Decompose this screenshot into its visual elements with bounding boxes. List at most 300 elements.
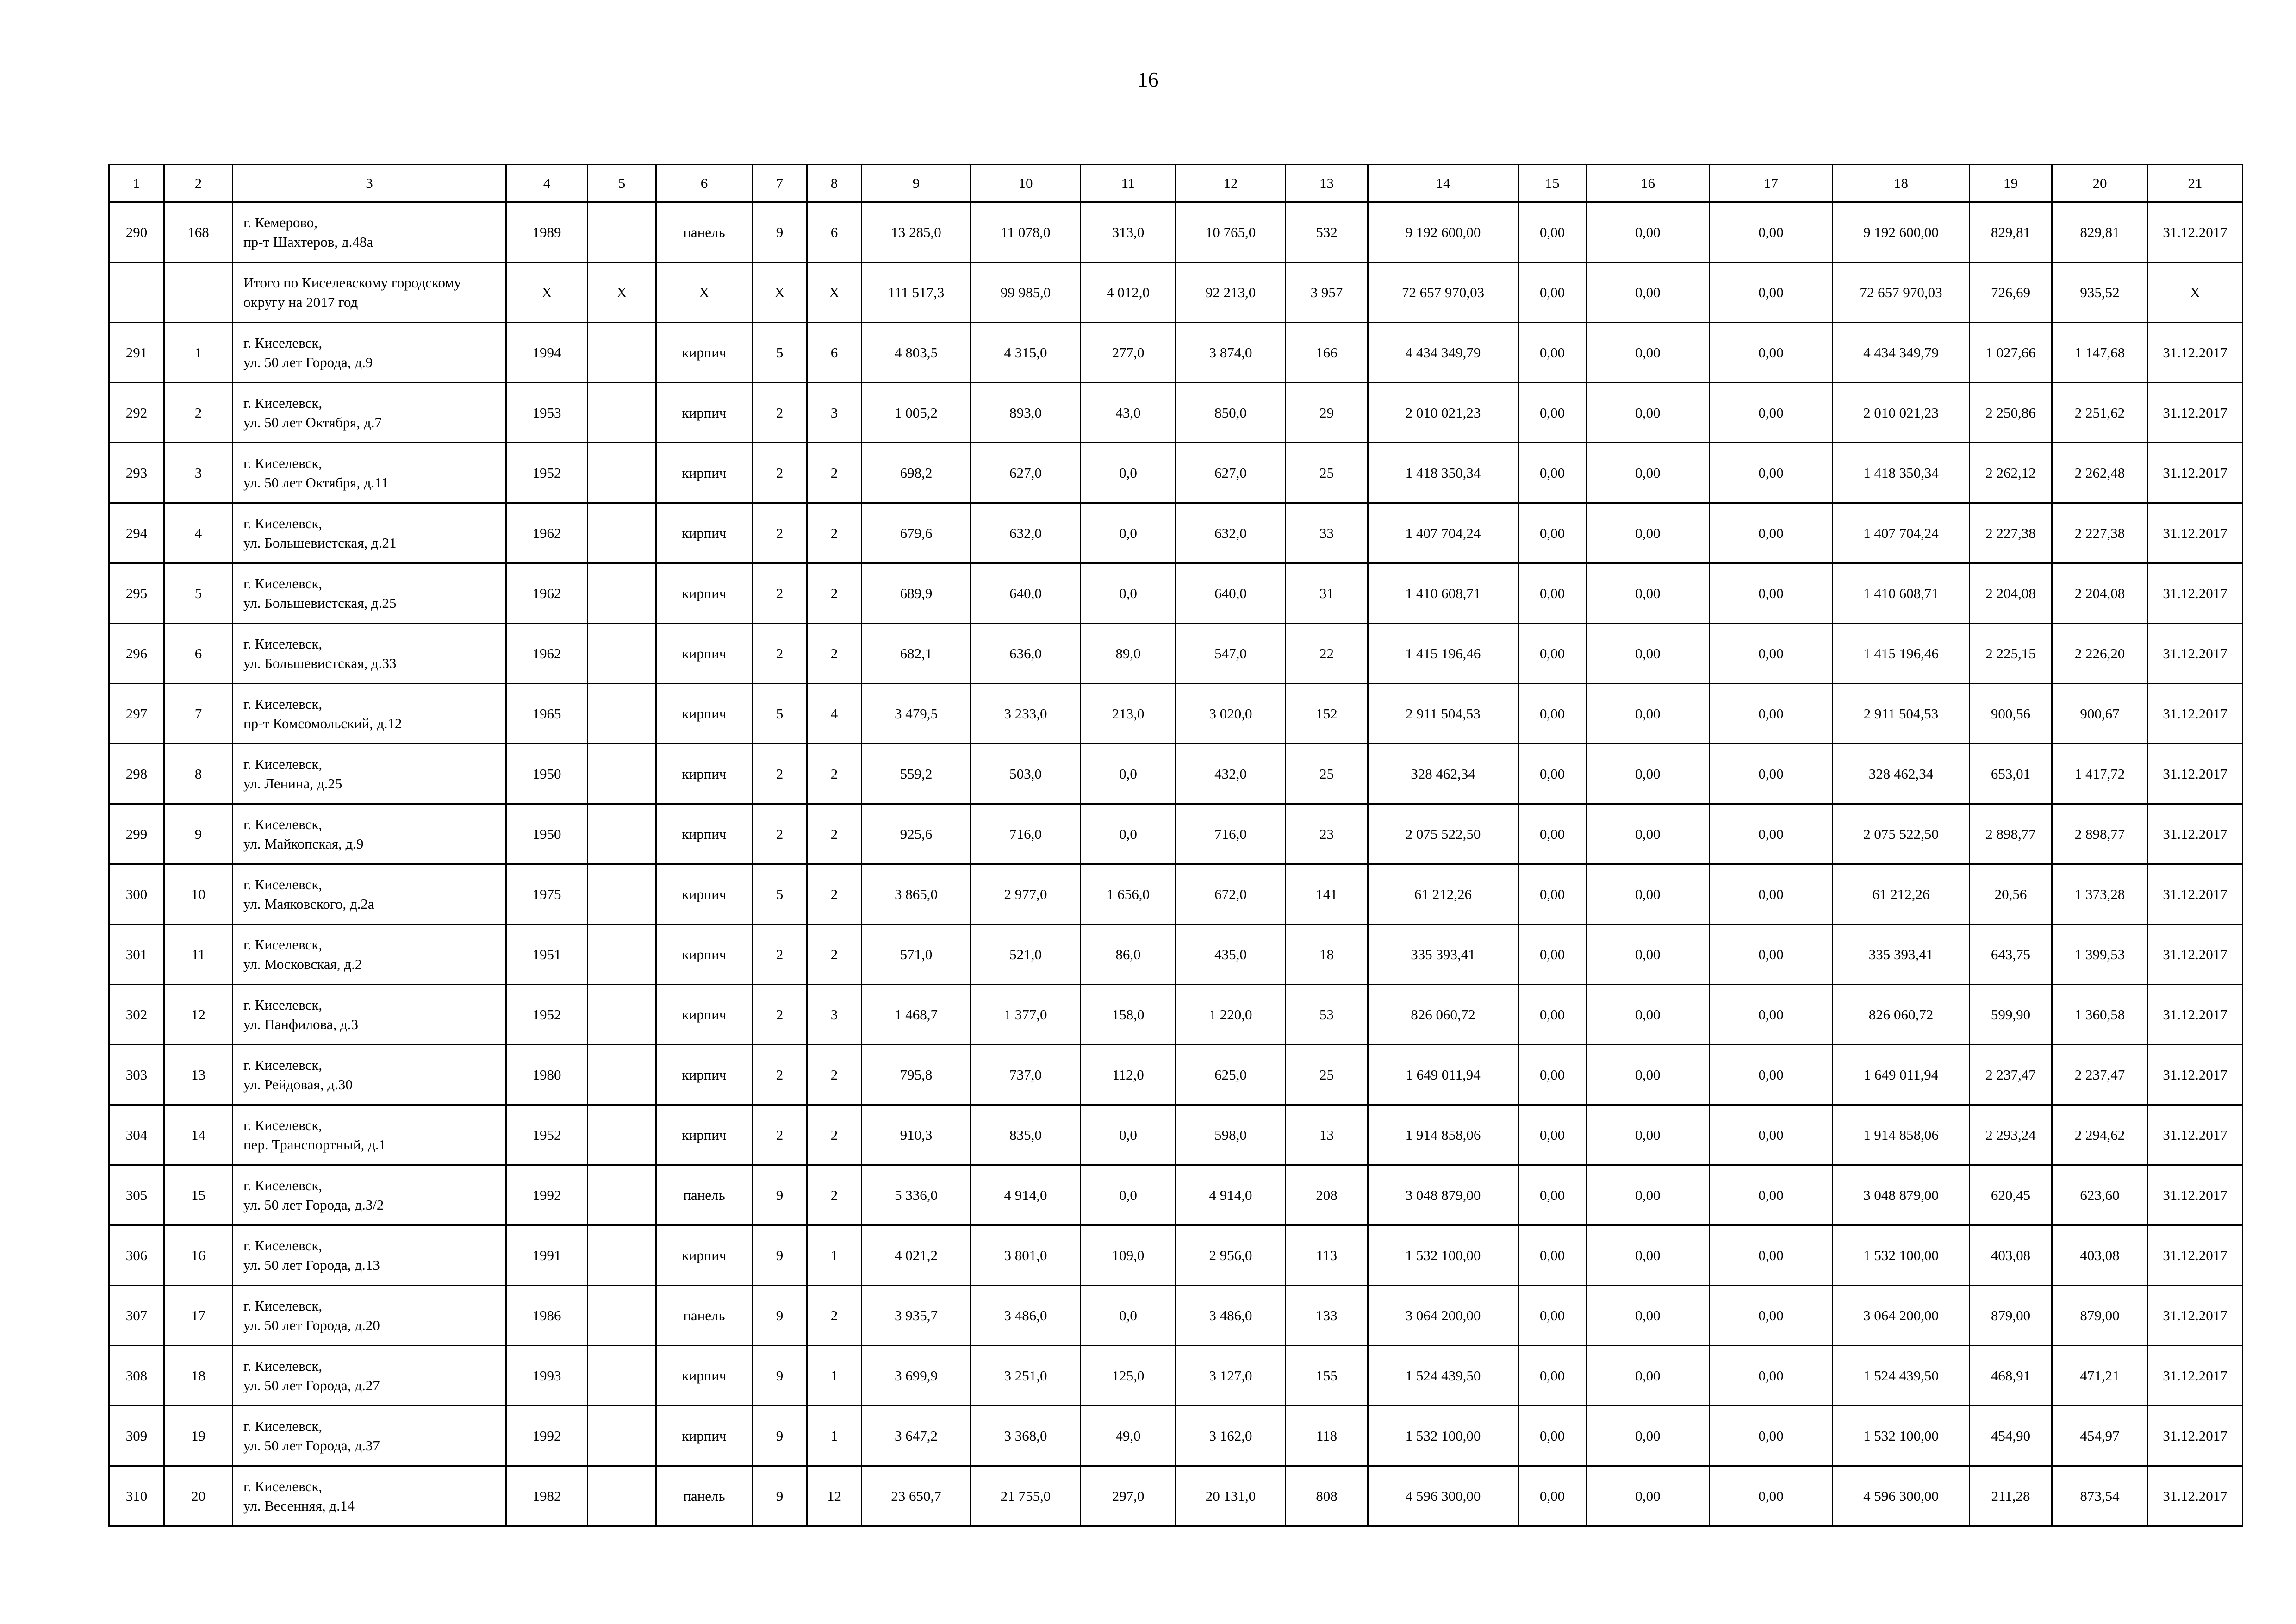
table-row (109, 323, 2243, 383)
table-cell: 1975 (506, 864, 588, 924)
table-cell: 290 (109, 202, 164, 262)
table-cell: 25 (1286, 744, 1368, 804)
table-cell: 31.12.2017 (2148, 744, 2243, 804)
table-cell (588, 383, 656, 443)
table-cell: 31.12.2017 (2148, 1105, 2243, 1165)
table-cell (588, 202, 656, 262)
table-cell: 627,0 (1176, 443, 1286, 503)
table-cell: 2 293,24 (1970, 1105, 2052, 1165)
table-cell: 9 192 600,00 (1368, 202, 1518, 262)
address-line: г. Киселевск, (243, 575, 323, 592)
table-row (109, 924, 2243, 985)
table-cell: 2 (753, 563, 807, 624)
table-cell: 2 (807, 1105, 862, 1165)
table-cell: 3 801,0 (971, 1225, 1081, 1286)
table-cell: 2 (753, 383, 807, 443)
table-cell: 0,00 (1518, 1466, 1587, 1526)
table-cell (588, 744, 656, 804)
table-row (109, 202, 2243, 262)
table-cell: 21 755,0 (971, 1466, 1081, 1526)
address-line: ул. Большевистская, д.25 (243, 594, 397, 611)
table-cell: 25 (1286, 443, 1368, 503)
table-cell: 125,0 (1081, 1346, 1176, 1406)
table-cell: 61 212,26 (1833, 864, 1970, 924)
table-cell: 632,0 (1176, 503, 1286, 563)
table-cell: 29 (1286, 383, 1368, 443)
table-cell: 292 (109, 383, 164, 443)
table-row (109, 503, 2243, 563)
address-line: ул. Московская, д.2 (243, 956, 362, 972)
address-cell (233, 1045, 506, 1105)
table-cell: 2 227,38 (1970, 503, 2052, 563)
table-cell: 3 127,0 (1176, 1346, 1286, 1406)
table-cell: 296 (109, 624, 164, 684)
table-cell: 0,00 (1710, 744, 1833, 804)
address-line: пер. Транспортный, д.1 (243, 1136, 386, 1153)
column-number-cell: 15 (1518, 165, 1587, 202)
table-cell: 301 (109, 924, 164, 985)
table-cell: 3 486,0 (1176, 1286, 1286, 1346)
table-cell: 133 (1286, 1286, 1368, 1346)
table-cell: 9 (164, 804, 233, 864)
table-cell: 31.12.2017 (2148, 804, 2243, 864)
table-cell: 3 368,0 (971, 1406, 1081, 1466)
table-cell: 0,00 (1587, 1466, 1710, 1526)
address-line: ул. 50 лет Города, д.20 (243, 1317, 380, 1333)
table-cell: 43,0 (1081, 383, 1176, 443)
table-cell: 0,00 (1518, 924, 1587, 985)
table-cell (588, 864, 656, 924)
table-cell: 2 977,0 (971, 864, 1081, 924)
table-cell: 1991 (506, 1225, 588, 1286)
table-cell: 31.12.2017 (2148, 563, 2243, 624)
table-cell: 0,00 (1710, 1165, 1833, 1225)
table-row (109, 1346, 2243, 1406)
table-cell: 0,00 (1518, 1346, 1587, 1406)
table-cell: кирпич (656, 503, 753, 563)
table-cell: 1 468,7 (862, 985, 971, 1045)
table-cell: 7 (164, 684, 233, 744)
table-cell: X (807, 262, 862, 323)
table-cell: 0,00 (1518, 1286, 1587, 1346)
table-cell (588, 323, 656, 383)
table-cell: 0,00 (1710, 323, 1833, 383)
table-cell: 2 911 504,53 (1833, 684, 1970, 744)
table-cell: 1 360,58 (2052, 985, 2148, 1045)
table-cell: 2 (753, 503, 807, 563)
table-cell: 653,01 (1970, 744, 2052, 804)
column-number-cell: 6 (656, 165, 753, 202)
table-cell: 72 657 970,03 (1368, 262, 1518, 323)
table-cell: 0,00 (1587, 262, 1710, 323)
address-line: г. Киселевск, (243, 756, 323, 772)
table-cell: 559,2 (862, 744, 971, 804)
column-number-cell: 7 (753, 165, 807, 202)
column-number-cell: 8 (807, 165, 862, 202)
address-line: ул. Майкопская, д.9 (243, 835, 364, 852)
table-body (109, 165, 2243, 1526)
table-cell (588, 924, 656, 985)
table-cell: 2 237,47 (1970, 1045, 2052, 1105)
table-cell: 0,00 (1710, 1406, 1833, 1466)
table-cell: 682,1 (862, 624, 971, 684)
table-cell: 158,0 (1081, 985, 1176, 1045)
address-line: ул. Ленина, д.25 (243, 775, 342, 792)
table-cell: 873,54 (2052, 1466, 2148, 1526)
address-line: ул. 50 лет Города, д.27 (243, 1377, 380, 1393)
table-cell: 1 418 350,34 (1368, 443, 1518, 503)
address-cell (233, 1466, 506, 1526)
table-cell: 2 075 522,50 (1368, 804, 1518, 864)
table-cell: 9 (753, 1165, 807, 1225)
address-line: ул. 50 лет Города, д.9 (243, 354, 373, 370)
address-line: Итого по Киселевскому городскому (243, 274, 461, 291)
table-cell: 2 226,20 (2052, 624, 2148, 684)
table-cell: 3 162,0 (1176, 1406, 1286, 1466)
table-cell: кирпич (656, 1225, 753, 1286)
table-cell: 0,00 (1710, 202, 1833, 262)
table-cell: 2 225,15 (1970, 624, 2052, 684)
table-cell: 2 (807, 804, 862, 864)
table-cell: 0,00 (1587, 624, 1710, 684)
table-cell: 826 060,72 (1833, 985, 1970, 1045)
table-cell: 2 237,47 (2052, 1045, 2148, 1105)
table-cell: 2 075 522,50 (1833, 804, 1970, 864)
table-cell (588, 1466, 656, 1526)
table-cell: 0,00 (1587, 864, 1710, 924)
table-cell: 18 (1286, 924, 1368, 985)
table-row (109, 804, 2243, 864)
table-cell: 0,00 (1587, 202, 1710, 262)
table-cell: 910,3 (862, 1105, 971, 1165)
table-cell: кирпич (656, 985, 753, 1045)
table-cell: 166 (1286, 323, 1368, 383)
housing-registry-table (108, 164, 2243, 1527)
table-cell: 0,00 (1587, 804, 1710, 864)
table-cell: кирпич (656, 443, 753, 503)
table-cell: 3 233,0 (971, 684, 1081, 744)
table-cell: 1962 (506, 624, 588, 684)
table-cell: 716,0 (971, 804, 1081, 864)
column-number-cell: 3 (233, 165, 506, 202)
table-cell: 1 (807, 1406, 862, 1466)
table-cell: 0,00 (1518, 744, 1587, 804)
table-cell: 1965 (506, 684, 588, 744)
column-number-cell: 4 (506, 165, 588, 202)
table-cell: 879,00 (1970, 1286, 2052, 1346)
page-number: 16 (1137, 68, 1159, 91)
address-cell (233, 202, 506, 262)
table-cell: 328 462,34 (1833, 744, 1970, 804)
table-cell: 0,00 (1710, 624, 1833, 684)
table-row (109, 1045, 2243, 1105)
table-cell: 2 204,08 (2052, 563, 2148, 624)
table-cell: 2 (753, 624, 807, 684)
table-cell: 454,90 (1970, 1406, 2052, 1466)
table-cell: 4 596 300,00 (1368, 1466, 1518, 1526)
address-line: пр-т Комсомольский, д.12 (243, 715, 402, 731)
table-cell: панель (656, 1165, 753, 1225)
column-number-cell: 13 (1286, 165, 1368, 202)
table-cell: 6 (807, 323, 862, 383)
table-cell: 0,00 (1518, 563, 1587, 624)
table-cell: 893,0 (971, 383, 1081, 443)
table-cell: 2 (807, 443, 862, 503)
table-cell: 2 (807, 624, 862, 684)
table-cell: 0,0 (1081, 1165, 1176, 1225)
table-cell: 598,0 (1176, 1105, 1286, 1165)
table-row (109, 624, 2243, 684)
table-cell: 0,00 (1587, 744, 1710, 804)
table-cell: 2 911 504,53 (1368, 684, 1518, 744)
table-cell: 2 (807, 1165, 862, 1225)
table-cell: 698,2 (862, 443, 971, 503)
table-cell: 22 (1286, 624, 1368, 684)
table-cell: 2 (753, 744, 807, 804)
table-cell (588, 624, 656, 684)
address-line: г. Киселевск, (243, 394, 323, 411)
table-cell: 0,00 (1587, 503, 1710, 563)
table-cell: 1953 (506, 383, 588, 443)
table-cell: 679,6 (862, 503, 971, 563)
table-cell: 737,0 (971, 1045, 1081, 1105)
table-cell: 640,0 (1176, 563, 1286, 624)
table-cell: 726,69 (1970, 262, 2052, 323)
table-cell: 1 914 858,06 (1833, 1105, 1970, 1165)
table-cell (588, 1346, 656, 1406)
address-line: ул. 50 лет Города, д.3/2 (243, 1196, 384, 1213)
table-cell: 2 (807, 1045, 862, 1105)
table-cell: 0,00 (1587, 563, 1710, 624)
table-cell: 61 212,26 (1368, 864, 1518, 924)
table-cell: кирпич (656, 684, 753, 744)
table-cell: 521,0 (971, 924, 1081, 985)
address-line: г. Киселевск, (243, 936, 323, 953)
table-cell: 829,81 (1970, 202, 2052, 262)
column-number-cell: 21 (2148, 165, 2243, 202)
table-cell: 297,0 (1081, 1466, 1176, 1526)
table-cell: 15 (164, 1165, 233, 1225)
address-line: г. Киселевск, (243, 1297, 323, 1314)
table-cell: 20 131,0 (1176, 1466, 1286, 1526)
table-cell: 1 532 100,00 (1368, 1406, 1518, 1466)
column-number-cell: 12 (1176, 165, 1286, 202)
table-cell: 12 (164, 985, 233, 1045)
table-cell: 31.12.2017 (2148, 202, 2243, 262)
table-cell (164, 262, 233, 323)
table-cell: 2 (753, 804, 807, 864)
table-cell: 3 699,9 (862, 1346, 971, 1406)
table-cell: 168 (164, 202, 233, 262)
table-cell: 2 010 021,23 (1833, 383, 1970, 443)
address-cell (233, 1406, 506, 1466)
table-row (109, 1165, 2243, 1225)
address-line: ул. Маяковского, д.2а (243, 895, 374, 912)
table-cell: 3 020,0 (1176, 684, 1286, 744)
table-cell: кирпич (656, 924, 753, 985)
address-line: г. Киселевск, (243, 1177, 323, 1193)
table-cell: 9 (753, 1406, 807, 1466)
table-cell: 0,00 (1710, 503, 1833, 563)
table-cell: 300 (109, 864, 164, 924)
table-cell: 0,00 (1710, 563, 1833, 624)
table-cell: 155 (1286, 1346, 1368, 1406)
table-cell: 31.12.2017 (2148, 1045, 2243, 1105)
table-cell: 297 (109, 684, 164, 744)
table-cell: 0,00 (1710, 443, 1833, 503)
address-cell (233, 985, 506, 1045)
table-cell: 0,00 (1710, 804, 1833, 864)
table-cell: 468,91 (1970, 1346, 2052, 1406)
table-cell: 0,00 (1710, 1466, 1833, 1526)
table-cell: кирпич (656, 1346, 753, 1406)
table-cell: 31.12.2017 (2148, 1346, 2243, 1406)
table-cell: панель (656, 1286, 753, 1346)
table-cell: 0,00 (1710, 864, 1833, 924)
table-cell: 1 005,2 (862, 383, 971, 443)
table-cell: 4 (164, 503, 233, 563)
table-cell: 0,00 (1587, 1346, 1710, 1406)
table-cell: 403,08 (2052, 1225, 2148, 1286)
table-cell: 277,0 (1081, 323, 1176, 383)
table-row (109, 1105, 2243, 1165)
table-cell: 0,00 (1710, 684, 1833, 744)
table-cell: 3 957 (1286, 262, 1368, 323)
table-cell: 3 874,0 (1176, 323, 1286, 383)
table-cell: 9 (753, 1225, 807, 1286)
table-cell: 0,00 (1518, 443, 1587, 503)
table-cell: 1 399,53 (2052, 924, 2148, 985)
table-cell: 305 (109, 1165, 164, 1225)
table-cell: 2 (753, 1105, 807, 1165)
address-cell (233, 323, 506, 383)
table-cell (588, 1045, 656, 1105)
column-number-cell: 14 (1368, 165, 1518, 202)
table-cell: 213,0 (1081, 684, 1176, 744)
table-cell: 5 (164, 563, 233, 624)
table-cell: 6 (164, 624, 233, 684)
table-cell: 2 (807, 1286, 862, 1346)
table-cell: 31.12.2017 (2148, 864, 2243, 924)
table-cell: 571,0 (862, 924, 971, 985)
column-number-cell: 1 (109, 165, 164, 202)
column-number-cell: 9 (862, 165, 971, 202)
table-cell: 31.12.2017 (2148, 323, 2243, 383)
table-cell: 53 (1286, 985, 1368, 1045)
table-cell: 31.12.2017 (2148, 985, 2243, 1045)
address-cell (233, 383, 506, 443)
table-cell: 3 064 200,00 (1368, 1286, 1518, 1346)
table-cell: 2 956,0 (1176, 1225, 1286, 1286)
table-cell: 1 418 350,34 (1833, 443, 1970, 503)
table-cell: 471,21 (2052, 1346, 2148, 1406)
table-cell: кирпич (656, 383, 753, 443)
table-cell: 0,00 (1518, 1406, 1587, 1466)
table-cell: 3 048 879,00 (1833, 1165, 1970, 1225)
address-cell (233, 1346, 506, 1406)
address-cell (233, 1105, 506, 1165)
table-cell: 620,45 (1970, 1165, 2052, 1225)
table-cell: 0,00 (1587, 1406, 1710, 1466)
table-cell: кирпич (656, 563, 753, 624)
table-cell: 532 (1286, 202, 1368, 262)
table-cell: 625,0 (1176, 1045, 1286, 1105)
table-row (109, 563, 2243, 624)
column-number-cell: 19 (1970, 165, 2052, 202)
table-cell: 4 434 349,79 (1368, 323, 1518, 383)
table-cell: 4 315,0 (971, 323, 1081, 383)
address-line: ул. 50 лет Города, д.37 (243, 1437, 380, 1454)
table-cell: 92 213,0 (1176, 262, 1286, 323)
table-cell: 403,08 (1970, 1225, 2052, 1286)
table-cell: 3 479,5 (862, 684, 971, 744)
table-cell: 1 (807, 1225, 862, 1286)
table-cell: 672,0 (1176, 864, 1286, 924)
table-cell: 9 (753, 1346, 807, 1406)
table-cell: 0,0 (1081, 563, 1176, 624)
table-cell: 14 (164, 1105, 233, 1165)
table-cell: 0,00 (1518, 1105, 1587, 1165)
address-cell (233, 804, 506, 864)
table-cell: 313,0 (1081, 202, 1176, 262)
table-cell: 4 803,5 (862, 323, 971, 383)
table-cell: 2 294,62 (2052, 1105, 2148, 1165)
table-cell: 4 021,2 (862, 1225, 971, 1286)
table-cell: 935,52 (2052, 262, 2148, 323)
table-cell (588, 804, 656, 864)
table-cell: 1952 (506, 985, 588, 1045)
table-cell: 1962 (506, 563, 588, 624)
address-line: г. Киселевск, (243, 515, 323, 531)
table-cell: 18 (164, 1346, 233, 1406)
table-cell: 310 (109, 1466, 164, 1526)
table-cell: 1 524 439,50 (1833, 1346, 1970, 1406)
column-number-cell: 5 (588, 165, 656, 202)
table-row (109, 985, 2243, 1045)
table-cell: 795,8 (862, 1045, 971, 1105)
table-cell (109, 262, 164, 323)
table-cell: 31.12.2017 (2148, 624, 2243, 684)
table-cell: 716,0 (1176, 804, 1286, 864)
address-line: ул. Весенняя, д.14 (243, 1497, 355, 1514)
table-cell: 454,97 (2052, 1406, 2148, 1466)
table-cell (588, 684, 656, 744)
table-cell: 808 (1286, 1466, 1368, 1526)
table-cell: 1 027,66 (1970, 323, 2052, 383)
table-cell: 8 (164, 744, 233, 804)
table-cell: 11 (164, 924, 233, 985)
table-cell: 0,00 (1587, 1105, 1710, 1165)
table-cell: 291 (109, 323, 164, 383)
table-cell: 9 (753, 1286, 807, 1346)
address-line: ул. 50 лет Города, д.13 (243, 1256, 380, 1273)
table-cell: 2 262,48 (2052, 443, 2148, 503)
column-number-cell: 18 (1833, 165, 1970, 202)
table-cell: 1 656,0 (1081, 864, 1176, 924)
address-line: ул. 50 лет Октября, д.11 (243, 474, 389, 491)
column-number-cell: 2 (164, 165, 233, 202)
table-cell: 547,0 (1176, 624, 1286, 684)
table-row (109, 1466, 2243, 1526)
table-cell: кирпич (656, 1045, 753, 1105)
table-cell: 5 (753, 864, 807, 924)
table-cell: 632,0 (971, 503, 1081, 563)
table-cell: 89,0 (1081, 624, 1176, 684)
table-cell: 0,00 (1518, 864, 1587, 924)
table-row (109, 744, 2243, 804)
table-cell: 3 064 200,00 (1833, 1286, 1970, 1346)
table-cell: 307 (109, 1286, 164, 1346)
